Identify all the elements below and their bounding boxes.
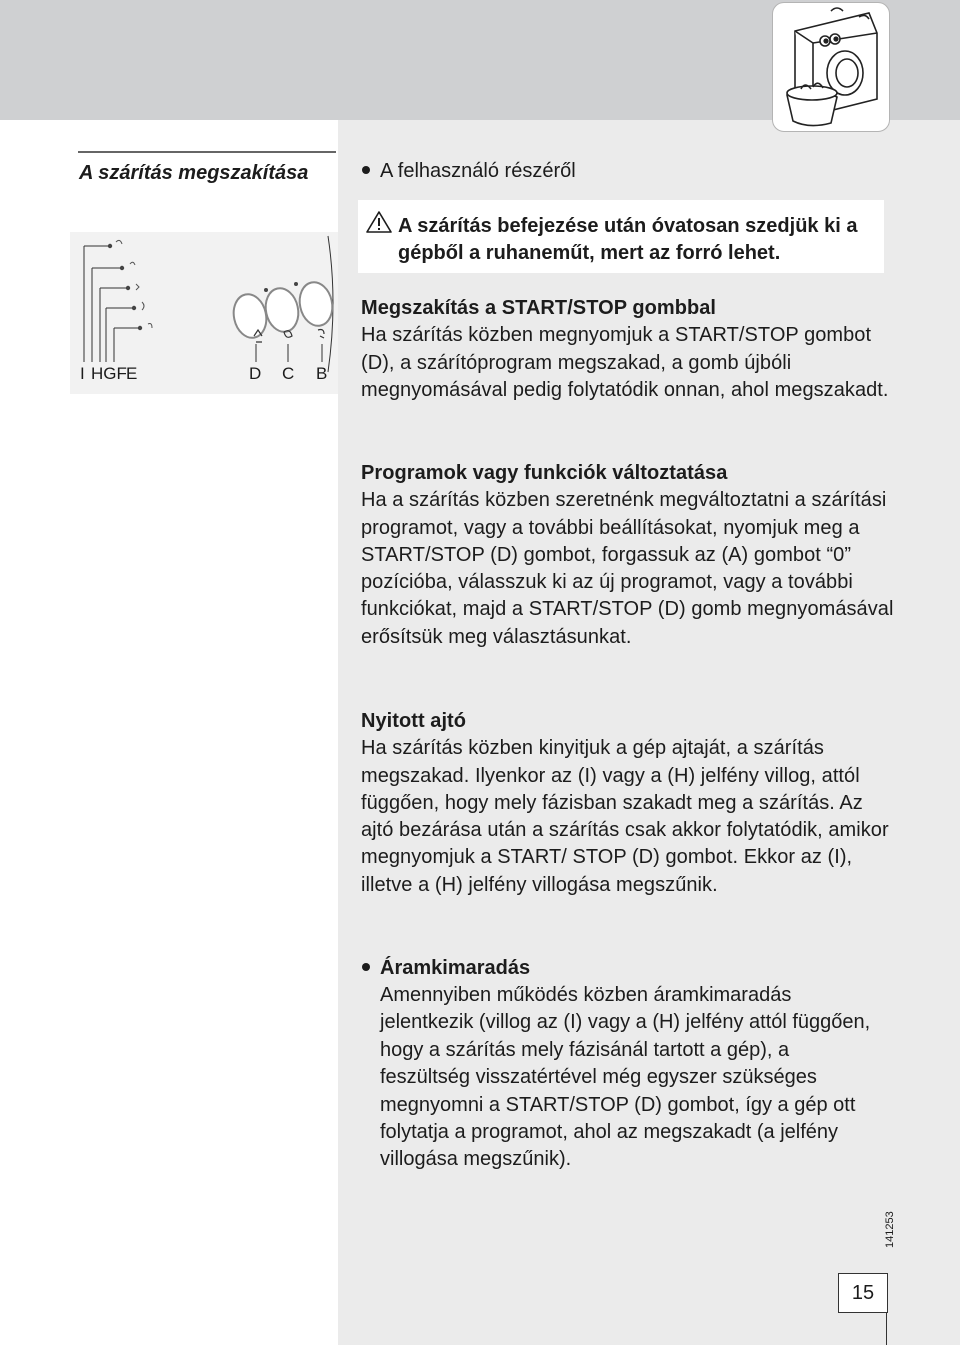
program-change-text: Ha a szárítás közben szeretnénk megváltoztatni a szárítási programot, vagy a további beállításokat, nyomjuk meg a START/STOP (D) gombot, forgassuk az (A) gombot “0” pozícióba, válasszuk ki az új programot, vagy a további funkciókat, majd a START/STOP (D) gomb megnyomásával erősítsük meg választásunkat. xyxy=(361,489,894,648)
dryer-mascot-icon xyxy=(773,3,889,131)
user-interrupt-heading xyxy=(362,158,576,185)
bullet-dot xyxy=(362,963,370,971)
page-number: 15 xyxy=(838,1273,888,1313)
start-stop-text: Ha szárítás közben megnyomjuk a START/STOP gombot (D), a szárítóprogram megszakad, a gomb újbóli megnyomásával pedig folytatódik onnan, ahol megszakadt. xyxy=(361,324,889,401)
panel-label-c: C xyxy=(282,364,295,383)
panel-label-b: B xyxy=(316,364,328,383)
power-outage-heading xyxy=(362,955,530,982)
bullet-heading-text: A felhasználó részéről xyxy=(380,160,576,182)
panel-label-e: E xyxy=(126,364,138,383)
warning-triangle-icon xyxy=(366,210,392,234)
section-title: A szárítás megszakítása xyxy=(79,162,309,184)
section-rule xyxy=(78,151,336,153)
power-outage-text: Amennyiben működés közben áramkimaradás jelentkezik (villog az (I) vagy a (H) jelfény attól függően, hogy a szárítás mely fázisánál tartott a gép), a feszültség visszatértével még egyszer szükséges megnyomni a START/STOP (D) gombot, így a gép ott folytatja a programot, ahol az megszakadt (a jelfény villogása megszűnik). xyxy=(380,984,871,1171)
open-door-text: Ha szárítás közben kinyitjuk a gép ajtaját, a szárítás megszakad. Ilyenkor az (I) vagy a (H) jelfény villog, attól függően, hogy mely fázisban szakadt meg a szárítás. Az ajtó bezárása után a szárítás csak akkor folytatódik, amikor megnyomjuk a START/ STOP (D) gombot. Ekkor az (I), illetve a (H) jelfény villogása megszűnik. xyxy=(361,737,889,896)
power-outage-heading-text: Áramkimaradás xyxy=(380,957,531,979)
warning-text: A szárítás befejezése után óvatosan szedjük ki a gépből a ruhaneműt, mert az forró lehet. xyxy=(398,215,858,264)
open-door-heading: Nyitott ajtó xyxy=(361,710,467,732)
panel-label-hgf: HGF xyxy=(91,364,127,383)
start-stop-heading: Megszakítás a START/STOP gombbal xyxy=(361,297,717,319)
dryer-mascot-logo xyxy=(772,2,890,132)
panel-label-i: I xyxy=(80,364,85,383)
warning-box xyxy=(358,200,884,273)
program-change-paragraph xyxy=(361,460,901,651)
document-number: 141253 xyxy=(884,1211,896,1248)
program-change-heading: Programok vagy funkciók változtatása xyxy=(361,462,728,484)
control-panel-illustration xyxy=(70,232,338,394)
panel-label-d: D xyxy=(249,364,262,383)
open-door-paragraph xyxy=(361,708,893,899)
bullet-dot xyxy=(362,166,370,174)
start-stop-paragraph xyxy=(361,295,901,404)
